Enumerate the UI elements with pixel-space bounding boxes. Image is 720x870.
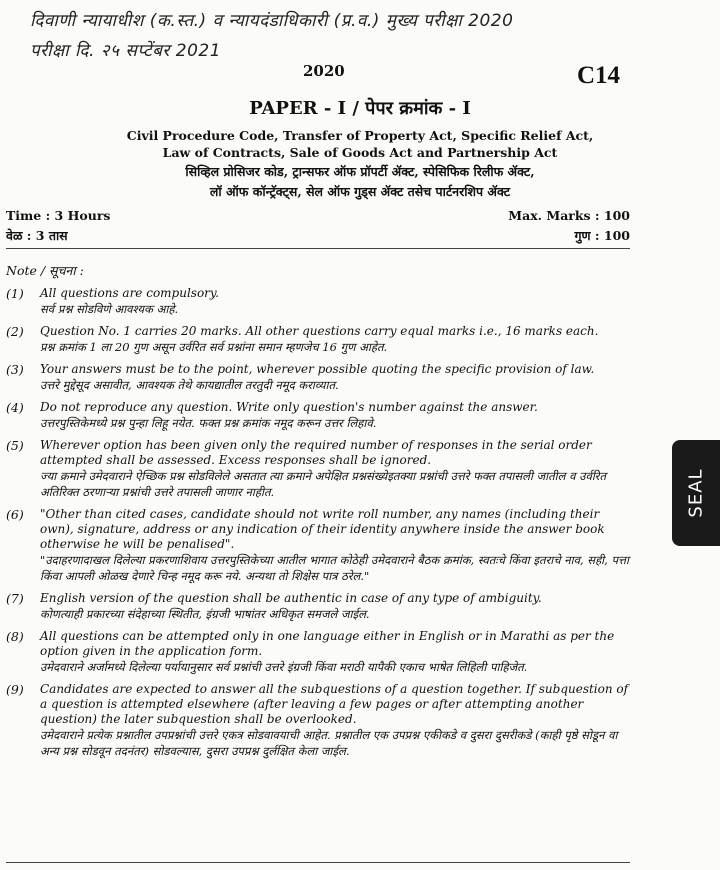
instruction-english: Do not reproduce any question. Write only question's number against the answer. bbox=[40, 400, 538, 414]
instruction-item bbox=[6, 629, 630, 675]
instruction-english: All questions can be attempted only in one language either in English or in Marathi as per the option given in the application form. bbox=[40, 629, 615, 658]
seal-label: SEAL bbox=[685, 468, 707, 518]
instruction-number: (4) bbox=[6, 400, 24, 415]
instruction-item bbox=[6, 286, 630, 317]
seal-tab bbox=[672, 440, 720, 546]
instruction-body bbox=[40, 400, 630, 431]
instruction-english: Wherever option has been given only the required number of responses in the serial order attempted shall be assessed. Excess responses shall be ignored. bbox=[40, 438, 592, 467]
instructions-list bbox=[6, 286, 630, 766]
instruction-number: (9) bbox=[6, 682, 24, 697]
instruction-body bbox=[40, 324, 630, 355]
instruction-marathi: "उदाहरणादाखल दिलेल्या प्रकरणाशिवाय उत्तरपुस्तिकेच्या आतील भागात कोठेही उमेदवाराने बैठक क्रमांक, स्वतःचे किंवा इतराचे नाव, सही, पत्ता किंवा आपली ओळख देणारे चिन्ह नमूद करू नये. अन्यथा तो शिक्षेस पात्र ठरेल." bbox=[40, 553, 629, 583]
instruction-marathi: उत्तरपुस्तिकेमध्ये प्रश्न पुन्हा लिहू नयेत. फक्त प्रश्न क्रमांक नमूद करून उत्तर लिहावे. bbox=[40, 416, 377, 430]
instruction-item bbox=[6, 682, 630, 759]
instruction-number: (6) bbox=[6, 507, 24, 522]
header-divider bbox=[6, 248, 630, 249]
instruction-english: Your answers must be to the point, wherever possible quoting the specific provision of law. bbox=[40, 362, 595, 376]
instruction-body bbox=[40, 362, 630, 393]
instruction-item bbox=[6, 400, 630, 431]
instruction-marathi: प्रश्न क्रमांक 1 ला 20 गुण असून उर्वरित सर्व प्रश्नांना समान म्हणजेच 16 गुण आहेत. bbox=[40, 340, 388, 354]
time-english: Time : 3 Hours bbox=[6, 208, 111, 223]
instruction-number: (1) bbox=[6, 286, 24, 301]
instruction-english: "Other than cited cases, candidate should not write roll number, any names (including their own), signature, address or any indication of their identity anywhere inside the answer book otherwise he will be penalised". bbox=[40, 507, 605, 551]
handwritten-exam-title: दिवाणी न्यायाधीश (क.स्त.) व न्यायदंडाधिकारी (प्र.व.) मुख्य परीक्षा 2020 bbox=[30, 11, 514, 31]
paper-title: PAPER - I / पेपर क्रमांक - I bbox=[249, 98, 471, 119]
instruction-number: (7) bbox=[6, 591, 24, 606]
note-heading: Note / सूचना : bbox=[6, 263, 84, 278]
instruction-marathi: उमेदवाराने प्रत्येक प्रश्नातील उपप्रश्नांची उत्तरे एकत्र सोडवावयाची आहेत. प्रश्नातील एक उपप्रश्न एकीकडे व दुसरा दुसरीकडे (काही पृष्ठे सोडून वा अन्य प्रश्न सोडवून तदनंतर) सोडवल्यास, दुसरा उपप्रश्न दुर्लक्षित केला जाईल. bbox=[40, 728, 618, 758]
subject-marathi-line-1: सिव्हिल प्रोसिजर कोड, ट्रान्सफर ऑफ प्रॉपर्टी ॲक्ट, स्पेसिफिक रिलीफ ॲक्ट, bbox=[185, 164, 535, 179]
subject-marathi-line-2: लॉ ऑफ कॉन्ट्रॅक्ट्स, सेल ऑफ गुड्स ॲक्ट तसेच पार्टनरशिप ॲक्ट bbox=[209, 184, 511, 199]
instruction-body bbox=[40, 682, 630, 759]
instruction-item bbox=[6, 438, 630, 500]
instruction-marathi: सर्व प्रश्न सोडविणे आवश्यक आहे. bbox=[40, 302, 179, 316]
exam-year: 2020 bbox=[303, 62, 345, 80]
instruction-body bbox=[40, 629, 630, 675]
instruction-number: (8) bbox=[6, 629, 24, 644]
subject-english-line-1: Civil Procedure Code, Transfer of Property Act, Specific Relief Act, bbox=[126, 128, 594, 143]
instruction-body bbox=[40, 507, 630, 584]
instruction-number: (2) bbox=[6, 324, 24, 339]
instruction-number: (3) bbox=[6, 362, 24, 377]
instruction-body bbox=[40, 591, 630, 622]
instruction-body bbox=[40, 438, 630, 500]
instruction-marathi: उमेदवाराने अर्जामध्ये दिलेल्या पर्यायानुसार सर्व प्रश्नांची उत्तरे इंग्रजी किंवा मराठी यापैकी एकाच भाषेत लिहिली पाहिजेत. bbox=[40, 660, 528, 674]
instruction-english: English version of the question shall be authentic in case of any type of ambiguity. bbox=[40, 591, 542, 605]
max-marks-english: Max. Marks : 100 bbox=[508, 208, 630, 223]
footer-divider bbox=[6, 862, 630, 863]
time-marathi: वेळ : 3 तास bbox=[6, 228, 68, 243]
instruction-english: Question No. 1 carries 20 marks. All other questions carry equal marks i.e., 16 marks each. bbox=[40, 324, 599, 338]
instruction-marathi: कोणत्याही प्रकारच्या संदेहाच्या स्थितीत, इंग्रजी भाषांतर अधिकृत समजले जाईल. bbox=[40, 607, 370, 621]
instruction-body bbox=[40, 286, 630, 317]
max-marks-marathi: गुण : 100 bbox=[574, 228, 630, 243]
instruction-item bbox=[6, 591, 630, 622]
instruction-marathi: ज्या क्रमाने उमेदवाराने ऐच्छिक प्रश्न सोडविलेले असतात त्या क्रमाने अपेक्षित प्रश्नसंख्येइतक्या प्रश्नांची उत्तरे फक्त तपासली जातील व उर्वरित अतिरिक्त ठरणाऱ्या प्रश्नांची उत्तरे तपासली जाणार नाहीत. bbox=[40, 469, 607, 499]
handwritten-exam-date: परीक्षा दि. २५ सप्टेंबर 2021 bbox=[30, 41, 222, 61]
instruction-item bbox=[6, 362, 630, 393]
instruction-item bbox=[6, 507, 630, 584]
instruction-english: All questions are compulsory. bbox=[40, 286, 219, 300]
instruction-marathi: उत्तरे मुद्देसूद असावीत, आवश्यक तेथे कायद्यातील तरतुदी नमूद कराव्यात. bbox=[40, 378, 339, 392]
subject-english-line-2: Law of Contracts, Sale of Goods Act and Partnership Act bbox=[162, 145, 558, 160]
instruction-item bbox=[6, 324, 630, 355]
instruction-english: Candidates are expected to answer all the subquestions of a question together. If subquestion of a question is attempted elsewhere (after leaving a few pages or after attempting another question) the later subquestion shall be overlooked. bbox=[40, 682, 629, 726]
paper-code: C14 bbox=[577, 62, 621, 89]
instruction-number: (5) bbox=[6, 438, 24, 453]
